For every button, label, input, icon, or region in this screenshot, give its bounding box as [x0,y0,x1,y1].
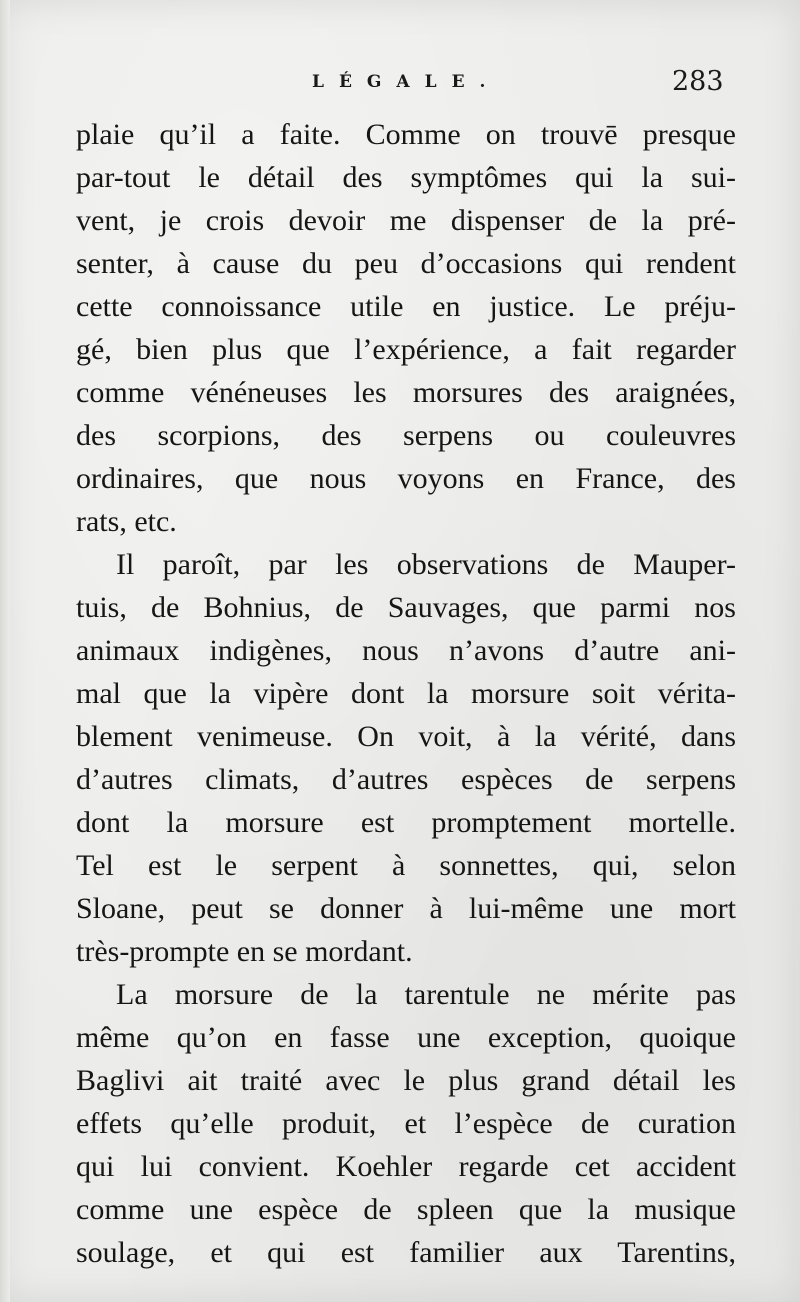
text-line: des scorpions, des serpens ou couleuvres [76,419,736,452]
text-line: plaie qu’il a faite. Comme on trouvē presque [76,118,736,151]
text-line: rats, etc. [76,505,177,538]
text-line: soulage, et qui est familier aux Tarentins, [76,1236,736,1269]
text-line: senter, à cause du peu d’occasions qui rendent [76,247,736,280]
text-line: comme vénéneuses les morsures des araignées, [76,376,736,409]
text-line: vent, je crois devoir me dispenser de la pré- [76,204,736,237]
paragraph-first-line: Il paroît, par les observations de Mauper- [116,548,736,581]
text-line: ordinaires, que nous voyons en France, des [76,462,736,495]
text-line: comme une espèce de spleen que la musique [76,1193,736,1226]
text-line: Baglivi ait traité avec le plus grand détail les [76,1064,736,1097]
text-line: dont la morsure est promptement mortelle. [76,806,736,839]
text-line: par-tout le détail des symptômes qui la sui- [76,161,736,194]
page-number: 283 [672,66,724,97]
page-left-edge [0,0,10,1302]
text-line: très-prompte en se mordant. [76,935,413,968]
running-head: LÉGALE. [312,72,501,92]
text-line: effets qu’elle produit, et l’espèce de curation [76,1107,736,1140]
text-line: Sloane, peut se donner à lui-même une mort [76,892,736,925]
text-line: cette connoissance utile en justice. Le préju- [76,290,736,323]
text-line: gé, bien plus que l’expérience, a fait regarder [76,333,736,366]
text-line: mal que la vipère dont la morsure soit vérita- [76,677,736,710]
paragraph-first-line: La morsure de la tarentule ne mérite pas [116,978,736,1011]
text-line: même qu’on en fasse une exception, quoique [76,1021,736,1054]
text-line: blement venimeuse. On voit, à la vérité, dans [76,720,736,753]
text-line: tuis, de Bohnius, de Sauvages, que parmi nos [76,591,736,624]
text-line: qui lui convient. Koehler regarde cet accident [76,1150,736,1183]
text-line: animaux indigènes, nous n’avons d’autre ani- [76,634,736,667]
text-line: Tel est le serpent à sonnettes, qui, selon [76,849,736,882]
text-line: d’autres climats, d’autres espèces de serpens [76,763,736,796]
